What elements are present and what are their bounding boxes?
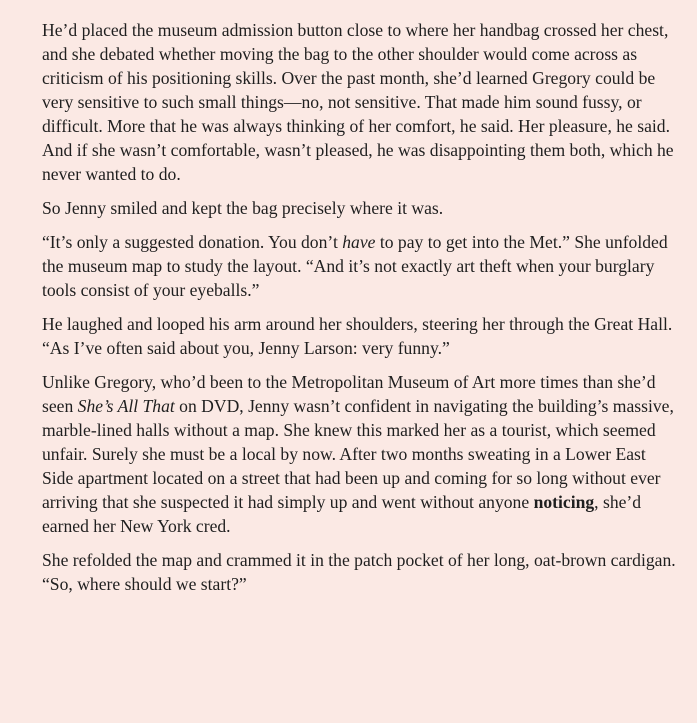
paragraph-text: He’d placed the museum admission button close to where her handbag crossed her chest, and she debated whether moving the bag to the other shoulder would come across as criticism of his positioning skills. Over the past month, she’d learned Gregory could be very sensitive to such small things—no, not sensitive. That made him sound fussy, or difficult. More that he was always thinking of her comfort, he said. Her pleasure, he said. And if she wasn’t comfortable, wasn’t pleased, he was disappointing them both, which he never wanted to do. [42,20,674,184]
paragraph-text: So Jenny smiled and kept the bag precisely where it was. [42,198,444,218]
paragraph-text: Unlike Gregory, who’d been to the Metropolitan Museum of Art more times than she’d seen [42,372,656,416]
paragraph-2 [42,196,679,220]
paragraph-1 [42,18,679,186]
paragraph-5 [42,370,679,538]
paragraph-text: “It’s only a suggested donation. You don’t [42,232,343,252]
paragraph-text: to pay to get into the Met.” She unfolded the museum map to study the layout. “And it’s not exactly art theft when your burglary tools consist of your eyeballs.” [42,232,668,300]
paragraph-6 [42,548,679,596]
italic-text: have [342,232,376,252]
italic-title: She’s All That [77,396,175,416]
paragraph-text: , she’d earned her New York cred. [42,492,642,536]
paragraph-4 [42,312,679,360]
paragraph-text: on DVD, Jenny wasn’t confident in navigating the building’s massive, marble-lined halls without a map. She knew this marked her as a tourist, which seemed unfair. Surely she must be a local by now. After two months sweating in a Lower East Side apartment located on a street that had been up and coming for so long without ever arriving that she suspected it had simply up and went without anyone [42,396,674,512]
paragraph-3 [42,230,679,302]
bold-text: noticing [533,492,595,512]
paragraph-text: He laughed and looped his arm around her shoulders, steering her through the Great Hall. “As I’ve often said about you, Jenny Larson: very funny.” [42,314,673,358]
paragraph-text: She refolded the map and crammed it in the patch pocket of her long, oat-brown cardigan. “So, where should we start?” [42,550,676,594]
